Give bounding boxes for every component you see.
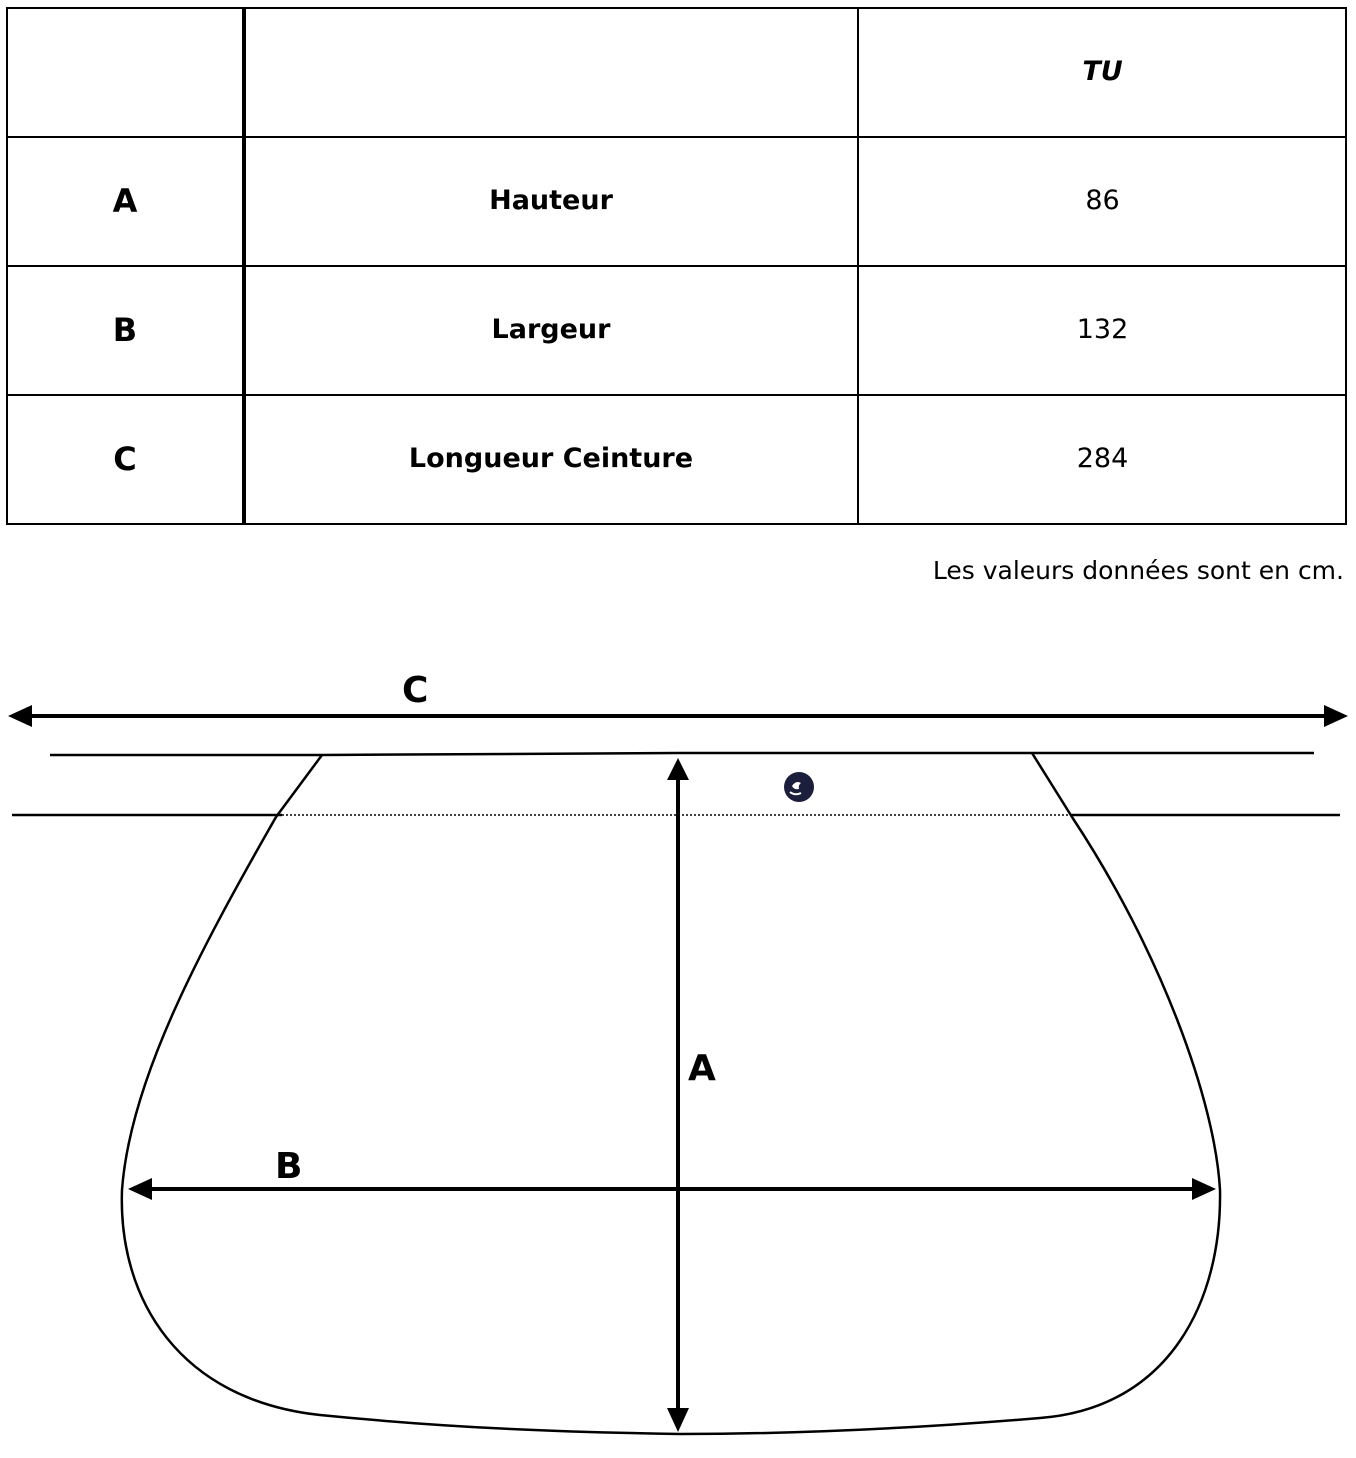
brand-logo-icon: [784, 772, 814, 802]
waistband-side-right: [1032, 753, 1072, 817]
dimension-a-arrowhead-bottom: [667, 1408, 689, 1432]
row-label: Hauteur: [489, 185, 613, 216]
header-cell-size: TU: [1082, 56, 1123, 87]
waistband-side-left: [276, 755, 322, 817]
skirt-outline: [122, 817, 1220, 1434]
row-label: Longueur Ceinture: [408, 443, 694, 474]
dimension-a-arrowhead-top: [667, 758, 689, 780]
row-letter: B: [112, 310, 138, 349]
dimension-b-arrowhead-left: [128, 1178, 152, 1200]
dimension-b-label: B: [275, 1146, 303, 1187]
row-letter: A: [112, 181, 138, 220]
dimension-c-arrowhead-right: [1324, 705, 1348, 727]
row-value: 86: [1085, 185, 1120, 216]
units-note: Les valeurs données sont en cm.: [932, 556, 1344, 585]
row-label: Largeur: [491, 314, 611, 345]
dimension-c-arrowhead-left: [8, 705, 32, 727]
row-letter: C: [113, 439, 137, 478]
row-value: 132: [1076, 314, 1129, 345]
dimension-a-label: A: [688, 1048, 716, 1089]
dimension-c-label: C: [402, 670, 429, 711]
dimension-b-arrowhead-right: [1192, 1178, 1216, 1200]
row-value: 284: [1076, 443, 1129, 474]
waistband-top-line: [50, 753, 1314, 755]
